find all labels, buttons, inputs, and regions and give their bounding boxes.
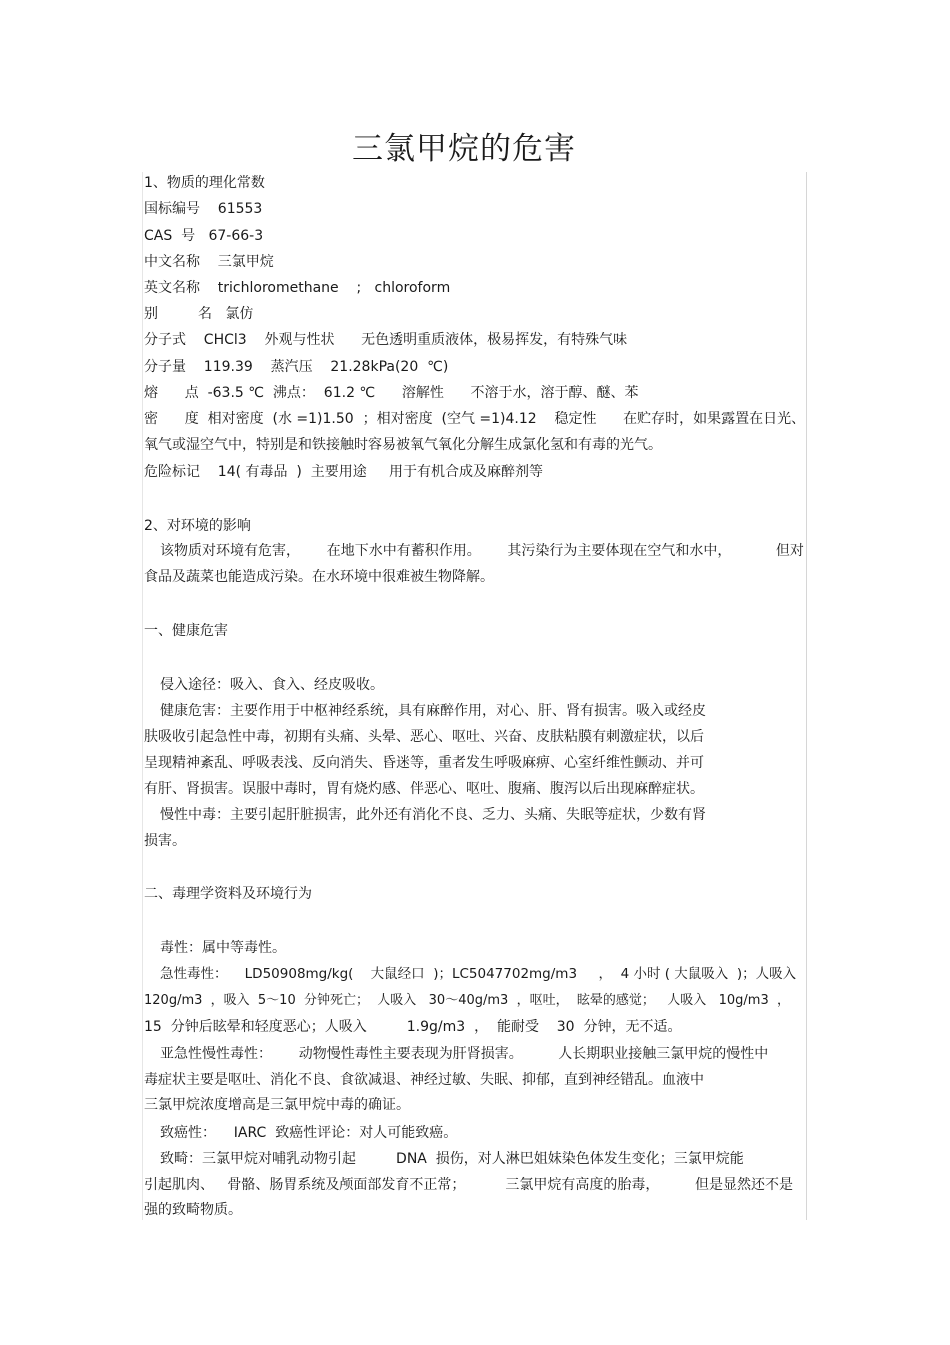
text-line: 危险标记 14( 有毒品 ) 主要用途 用于有机合成及麻醉剂等	[144, 464, 544, 480]
paragraph-line: 食品及蔬菜也能造成污染。在水环境中很难被生物降解。	[144, 569, 494, 585]
text-line: 英文名称 trichloromethane ; chloroform	[144, 280, 451, 296]
section-heading: 1、物质的理化常数	[144, 175, 265, 191]
paragraph-line: 强的致畸物质。	[144, 1202, 242, 1218]
paragraph-line: 健康危害：主要作用于中枢神经系统，具有麻醉作用，对心、肝、肾有损害。吸入或经皮	[160, 703, 706, 719]
right-margin-rule	[806, 172, 807, 1220]
paragraph-line: 三氯甲烷浓度增高是三氯甲烷中毒的确证。	[144, 1097, 410, 1113]
text-line: 中文名称 三氯甲烷	[144, 254, 274, 270]
text-line: 氧气或湿空气中，特别是和铁接触时容易被氧气氧化分解生成氯化氢和有毒的光气。	[144, 437, 662, 453]
paragraph-line: 有肝、肾损害。误服中毒时，胃有烧灼感、伴恶心、呕吐、腹痛、腹泻以后出现麻醉症状。	[144, 781, 704, 797]
paragraph-line: 亚急性慢性毒性： 动物慢性毒性主要表现为肝肾损害。 人长期职业接触三氯甲烷的慢性中	[160, 1046, 769, 1062]
paragraph-line: 120g/m3 ，吸入 5～10 分钟死亡； 人吸入 30～40g/m3 ，呕吐， 眩晕的感觉； 人吸入 10g/m3 ，	[144, 993, 790, 1008]
paragraph-line: 引起肌肉、 骨骼、肠胃系统及颅面部发育不正常； 三氯甲烷有高度的胎毒， 但是显然还不是	[144, 1177, 794, 1193]
paragraph-line: 15 分钟后眩晕和轻度恶心；人吸入 1.9g/m3 ， 能耐受 30 分钟，无不适。	[144, 1019, 682, 1035]
text-line: 国标编号 61553	[144, 201, 263, 217]
text-line: 别 名 氯仿	[144, 306, 254, 322]
section-heading: 2、对环境的影响	[144, 518, 251, 534]
paragraph-line: 致畸：三氯甲烷对哺乳动物引起 DNA 损伤，对人淋巴姐妹染色体发生变化；三氯甲烷能	[160, 1151, 744, 1167]
section-heading: 二、毒理学资料及环境行为	[144, 886, 312, 902]
text-line: 熔 点 -63.5 ℃ 沸点： 61.2 ℃ 溶解性 不溶于水，溶于醇、醚、苯	[144, 385, 639, 401]
paragraph-line: 急性毒性： LD50908mg/kg( 大鼠经口 )；LC5047702mg/m3 ， 4 小时 ( 大鼠吸入 )；人吸入	[160, 966, 797, 982]
text-line: 密 度 相对密度 (水 =1)1.50 ；相对密度 (空气 =1)4.12 稳定性 在贮存时，如果露置在日光、	[144, 411, 806, 427]
section-heading: 一、健康危害	[144, 623, 228, 639]
paragraph-line: 侵入途径：吸入、食入、经皮吸收。	[160, 677, 384, 693]
paragraph-line: 该物质对环境有危害， 在地下水中有蓄积作用。 其污染行为主要体现在空气和水中， 但对	[160, 543, 804, 559]
paragraph-line: 肤吸收引起急性中毒，初期有头痛、头晕、恶心、呕吐、兴奋、皮肤粘膜有刺激症状，以后	[144, 729, 704, 745]
text-line: 分子量 119.39 蒸汽压 21.28kPa(20 ℃)	[144, 359, 449, 375]
paragraph-line: 慢性中毒：主要引起肝脏损害，此外还有消化不良、乏力、头痛、失眠等症状，少数有肾	[160, 807, 706, 823]
text-line: 分子式 CHCl3 外观与性状 无色透明重质液体，极易挥发，有特殊气味	[144, 332, 628, 348]
left-margin-rule	[142, 172, 143, 1220]
page-title: 三氯甲烷的危害	[352, 131, 576, 167]
paragraph-line: 损害。	[144, 833, 186, 849]
paragraph-line: 毒症状主要是呕吐、消化不良、食欲减退、神经过敏、失眠、抑郁，直到神经错乱。血液中	[144, 1072, 704, 1088]
paragraph-line: 呈现精神紊乱、呼吸表浅、反向消失、昏迷等，重者发生呼吸麻痹、心室纤维性颤动、并可	[144, 755, 704, 771]
paragraph-line: 毒性：属中等毒性。	[160, 940, 286, 956]
text-line: CAS 号 67-66-3	[144, 228, 264, 244]
paragraph-line: 致癌性： IARC 致癌性评论：对人可能致癌。	[160, 1125, 458, 1141]
